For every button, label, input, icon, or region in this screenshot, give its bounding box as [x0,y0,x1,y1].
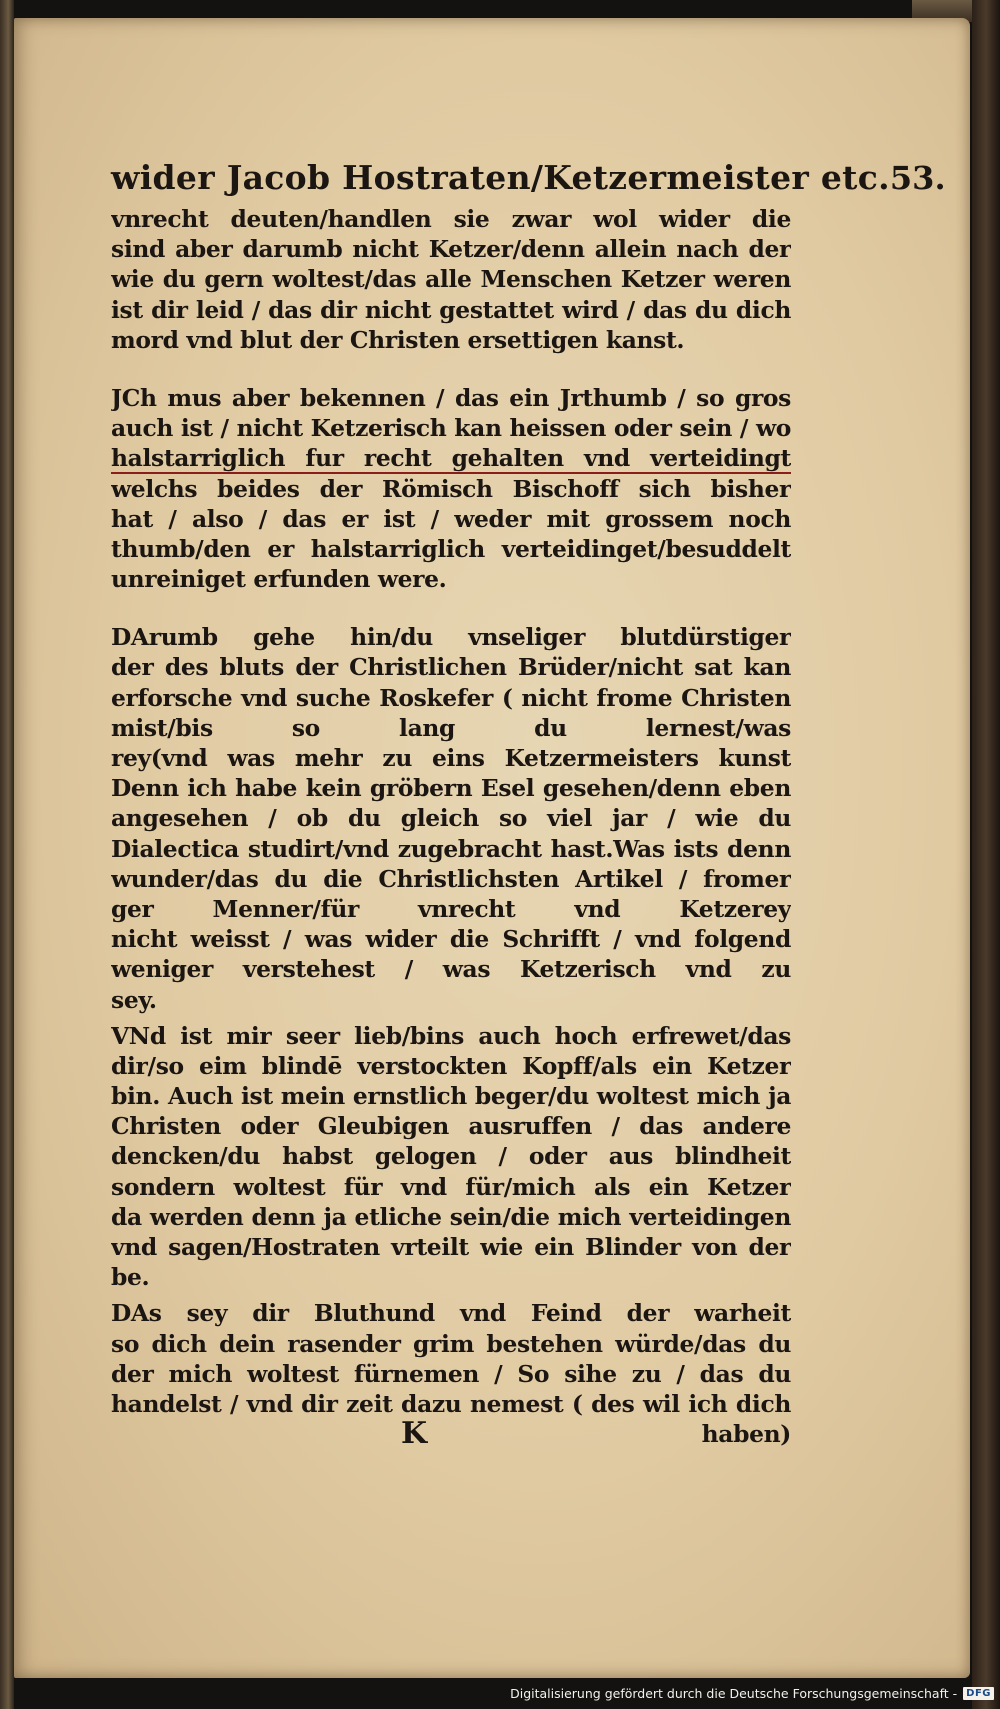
text-line: hat / also / das er ist / weder mit grossem noch [111,504,791,533]
text-line: auch ist / nicht Ketzerisch kan heissen oder sein / wo [111,414,791,443]
page-text [111,158,946,1452]
text-line: da werden denn ja etliche sein/die mich verteidingen [111,1202,791,1231]
paragraph-2 [111,383,791,594]
text-line: bin. Auch ist mein ernstlich beger/du woltest mich ja [111,1082,791,1111]
credit-text: Digitalisierung gefördert durch die Deutsche Forschungsgemeinschaft - [510,1686,958,1701]
text-line: wunder/das du die Christlichsten Artikel / fromer [111,864,791,893]
catchword: haben) [701,1420,791,1449]
text-line: sey. [111,985,157,1014]
text-line: unreiniget erfunden were. [111,565,447,594]
signature-mark: K [401,1416,427,1452]
text-line: ger Menner/für vnrecht vnd Ketzerey [111,894,791,923]
text-line: sondern woltest für vnd für/mich als ein Ketzer [111,1172,791,1201]
text-line: welchs beides der Römisch Bischoff sich bisher [111,474,791,503]
book-edge-right [972,0,1000,1709]
paragraph-3 [111,622,791,1014]
digitization-credit [510,1686,994,1701]
text-line: mist/bis so lang du lernest/was [111,713,791,742]
text-line: Dialectica studirt/vnd zugebracht hast.Was ists denn [111,834,791,863]
running-title: wider Jacob Hostraten/Ketzermeister etc. [111,158,890,197]
book-page [14,18,970,1678]
text-line: DArumb gehe hin/du vnseliger blutdürstiger [111,623,791,652]
paragraph-1 [111,204,791,355]
text-line: vnd sagen/Hostraten vrteilt wie ein Blinder von der [111,1233,791,1262]
text-line: be. [111,1263,150,1292]
text-line: VNd ist mir seer lieb/bins auch hoch erfrewet/das [111,1021,791,1050]
page-footer [111,1416,791,1452]
text-line: wie du gern woltest/das alle Menschen Ketzer weren [111,265,791,294]
text-line: der mich woltest fürnemen / So sihe zu / das du [111,1359,791,1388]
text-line: weniger verstehest / was Ketzerisch vnd zu [111,955,791,984]
text-line: DAs sey dir Bluthund vnd Feind der warheit [111,1299,791,1328]
text-line: JCh mus aber bekennen / das ein Jrthumb / so gros [111,383,791,412]
text-line: thumb/den er halstarriglich verteidinget/besuddelt [111,534,791,563]
text-line: erforsche vnd suche Roskefer ( nicht frome Christen [111,683,791,712]
text-line: mord vnd blut der Christen ersettigen kanst. [111,325,685,354]
text-line: dir/so eim blindē verstockten Kopff/als ein Ketzer [111,1051,791,1080]
text-line: angesehen / ob du gleich so viel jar / wie du [111,804,791,833]
text-line: handelst / vnd dir zeit dazu nemest ( des wil ich dich [111,1390,791,1418]
text-line: ist dir leid / das dir nicht gestattet wird / das du dich [111,295,791,324]
running-header [111,158,946,198]
text-line: sind aber darumb nicht Ketzer/denn allein nach der [111,235,791,264]
text-line: nicht weisst / was wider die Schrifft / vnd folgend [111,925,791,954]
text-line: vnrecht deuten/handlen sie zwar wol wider die [111,205,791,233]
page-number: 53. [889,159,946,197]
text-line: dencken/du habst gelogen / oder aus blindheit [111,1142,791,1171]
paragraph-5 [111,1298,791,1419]
paragraph-4 [111,1021,791,1293]
underlined-line: halstarriglich fur recht gehalten vnd verteidingt [111,444,791,473]
text-line: Christen oder Gleubigen ausruffen / das andere [111,1112,791,1141]
text-line: rey(vnd was mehr zu eins Ketzermeisters kunst [111,744,791,773]
dfg-logo-icon: DFG [963,1687,994,1700]
text-line: so dich dein rasender grim bestehen würde/das du [111,1329,791,1358]
text-line: der des bluts der Christlichen Brüder/nicht sat kan [111,653,791,682]
text-line: Denn ich habe kein gröbern Esel gesehen/denn eben [111,774,791,803]
book-edge-left [0,0,14,1709]
